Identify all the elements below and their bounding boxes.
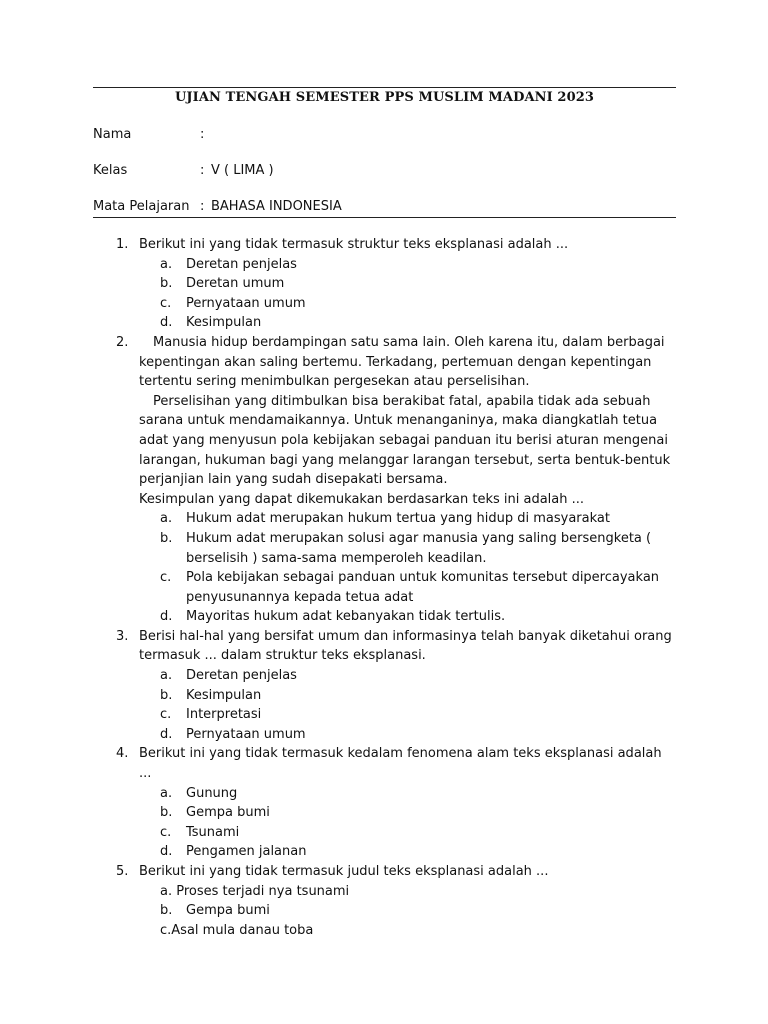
option-text: Gunung — [186, 785, 238, 801]
option-letter: b. — [160, 687, 173, 703]
question-text: Berikut ini yang tidak termasuk struktur teks eksplanasi adalah ... — [139, 237, 569, 252]
option — [0, 529, 676, 568]
option — [0, 803, 768, 823]
option-text: Gempa bumi — [186, 805, 270, 821]
option — [0, 725, 768, 745]
exam-title: UJIAN TENGAH SEMESTER PPS MUSLIM MADANI 2023 — [174, 90, 595, 105]
field-colon: : — [200, 127, 205, 142]
option-letter: a. — [160, 785, 173, 801]
option-text: Pernyataan umum — [186, 295, 306, 311]
option-letter: c. — [160, 707, 172, 723]
option-text: Deretan umum — [186, 276, 285, 292]
question-prompt: Kesimpulan yang dapat dikemukakan berdasarkan teks ini adalah ... — [139, 491, 585, 507]
question-text: Berikut ini yang tidak termasuk kedalam fenomena alam teks eksplanasi adalah ... — [139, 746, 662, 782]
question-list — [0, 235, 768, 940]
option — [0, 882, 768, 902]
option — [0, 607, 768, 627]
option-letter: b. — [160, 903, 173, 919]
option-text: Deretan penjelas — [186, 668, 297, 684]
option-text: Tsunami — [186, 824, 240, 840]
option-text: Kesimpulan — [186, 315, 262, 331]
question-3 — [0, 627, 676, 666]
option-text: Kesimpulan — [186, 687, 262, 703]
option-letter: d. — [160, 844, 173, 860]
question-text: Berisi hal-hal yang bersifat umum dan informasinya telah banyak diketahui orang termasuk ... dalam struktur teks eksplanasi. — [139, 628, 672, 664]
question-2 — [0, 333, 676, 392]
option-letter: d. — [160, 315, 173, 331]
option — [0, 921, 768, 941]
field-value: BAHASA INDONESIA — [211, 199, 342, 214]
option — [0, 313, 768, 333]
passage-paragraph-1: Manusia hidup berdampingan satu sama lain. Oleh karena itu, dalam berbagai kepentingan akan saling bertemu. Terkadang, pertemuan dengan kepentingan tertentu sering menimbulkan pergesekan atau perselisihan. — [139, 334, 665, 390]
option-letter: c. — [160, 824, 172, 840]
field-label: Nama — [93, 127, 132, 142]
option-text: Pengamen jalanan — [186, 844, 307, 860]
header-divider — [93, 217, 676, 218]
question-5 — [0, 862, 676, 882]
question-1 — [0, 235, 676, 255]
option — [0, 509, 768, 529]
question-number: 4. — [116, 746, 129, 762]
question-4 — [0, 744, 676, 783]
option-letter: b. — [160, 805, 173, 821]
question-text: Berikut ini yang tidak termasuk judul teks eksplanasi adalah ... — [139, 864, 549, 879]
question-number: 1. — [116, 237, 129, 252]
option-text: a. Proses terjadi nya tsunami — [160, 883, 350, 899]
field-label: Mata Pelajaran — [93, 199, 190, 214]
option-letter: c. — [160, 570, 172, 586]
option — [0, 823, 768, 843]
question-number: 2. — [116, 334, 129, 350]
option-text: Gempa bumi — [186, 903, 270, 919]
option-letter: b. — [160, 276, 173, 292]
field-colon: : — [200, 199, 205, 214]
option-text: Pola kebijakan sebagai panduan untuk komunitas tersebut dipercayakan penyusunannya kepada tetua adat — [186, 570, 660, 605]
option-text: Hukum adat merupakan solusi agar manusia yang saling bersengketa ( berselisih ) sama-sama memperoleh keadilan. — [186, 530, 652, 566]
field-colon: : — [200, 163, 205, 178]
top-divider — [93, 87, 676, 88]
field-label: Kelas — [93, 163, 128, 178]
option — [0, 666, 768, 686]
option — [0, 842, 768, 862]
option-letter: a. — [160, 668, 173, 684]
option-letter: d. — [160, 726, 173, 742]
option — [0, 686, 768, 706]
option — [0, 901, 768, 921]
field-value: V ( LIMA ) — [211, 163, 274, 178]
option-letter: a. — [160, 511, 173, 527]
passage-paragraph-2: Perselisihan yang ditimbulkan bisa berakibat fatal, apabila tidak ada sebuah sarana untuk mendamaikannya. Untuk menanganinya, maka diangkatlah tetua adat yang menyusun pola kebijakan sebagai panduan itu berisi aturan mengenai larangan, hukuman bagi yang melanggar larangan tersebut, serta bentuk-bentuk perjanjian lain yang sudah disepakati bersama. — [139, 393, 671, 488]
option — [0, 274, 768, 294]
option-letter: b. — [160, 530, 173, 546]
option-text: c.Asal mula danau toba — [160, 922, 314, 938]
option-text: Hukum adat merupakan hukum tertua yang hidup di masyarakat — [186, 511, 610, 527]
option — [0, 255, 768, 275]
option — [0, 568, 676, 607]
option-letter: c. — [160, 295, 172, 311]
option — [0, 705, 768, 725]
option-text: Deretan penjelas — [186, 256, 297, 272]
option-text: Interpretasi — [186, 707, 262, 723]
option-letter: a. — [160, 256, 173, 272]
option — [0, 294, 768, 314]
option — [0, 784, 768, 804]
question-number: 5. — [116, 864, 129, 879]
option-text: Mayoritas hukum adat kebanyakan tidak tertulis. — [186, 609, 506, 625]
question-number: 3. — [116, 628, 129, 644]
option-letter: d. — [160, 609, 173, 625]
option-text: Pernyataan umum — [186, 726, 306, 742]
